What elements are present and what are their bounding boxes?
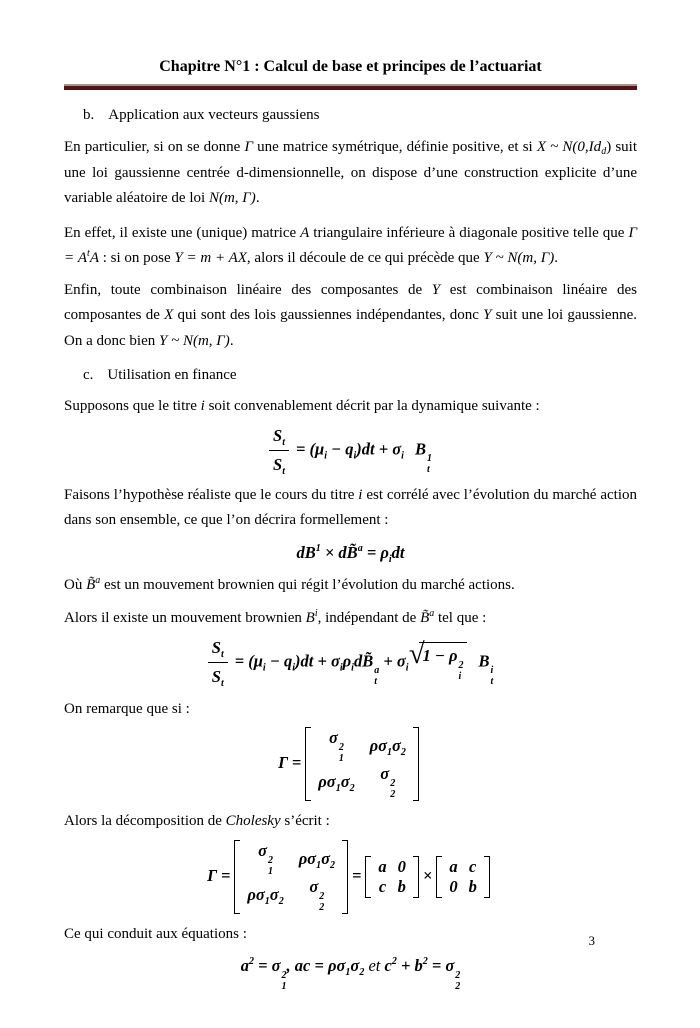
sup-sub-stack: i t: [490, 664, 494, 687]
fraction: [208, 636, 228, 689]
paragraph-7: Alors il existe un mouvement brownien $B^i$, indépendant de B̃$^a$ tel que :: [64, 608, 487, 626]
paragraph-5: Faisons l’hypothèse réaliste que le cours du titre i est corrélé avec l’évolution du marché action dans son ensemble, ce que l’on décrira formellement :: [64, 486, 637, 528]
sup-sub-stack: 2 1: [281, 970, 287, 992]
matrix-lower-triangular: a 0 c b: [365, 856, 419, 898]
heading-b: [83, 105, 637, 125]
heading-c-marker: c.: [83, 367, 94, 383]
matrix-upper-triangular: a c 0 b: [436, 856, 490, 898]
square-root: [408, 638, 468, 682]
header-rule: [64, 84, 637, 90]
bracket-right: [413, 856, 419, 898]
bracket-left: [234, 840, 240, 914]
radical-sign: √: [408, 638, 425, 670]
formula-decomposed-dynamics: $\frac{S_t}{S_t}$ = $(\mu_i - q_i)dt$ + $\sigma_i\rho_idB̃$ a t + $\sigma_i$ √ 1 − ρ 2 i B i t: [64, 636, 637, 689]
formula-equations: $a^2 = \sigma$ 2 1 , ac = $\rho\sigma_1\sigma_2$ et $c^2 + b^2 = \sigma$ 2 2: [240, 956, 461, 992]
paragraph-6: Où B̃$^a$ est un mouvement brownien qui régit l’évolution du marché actions.: [64, 574, 515, 593]
heading-b-marker: b.: [83, 107, 95, 123]
header-rule-dark: [64, 86, 637, 90]
formula-brownian-correlation: $dB^1$ × dB̃$^a$ = $\rho_idt$: [296, 542, 405, 565]
paragraph-10: Ce qui conduit aux équations :: [64, 925, 247, 942]
formula-cholesky: Γ = σ 2 1 $\rho\sigma_1\sigma_2$ $\rho\sigma_1\sigma_2$ σ 2 2 = a 0 c b × a c 0 b: [64, 840, 637, 914]
matrix-gamma: σ 2 1 $\rho\sigma_1\sigma_2$ $\rho\sigma_1\sigma_2$ σ 2 2: [305, 727, 419, 801]
page-title: Chapitre N°1 : Calcul de base et principes de l’actuariat: [159, 58, 542, 75]
paragraph-2: En effet, il existe une (unique) matrice A triangulaire inférieure à diagonale positive telle que $\Gamma = A^tA$ : si on pose Y = m + AX, alors il découle de ce qui précède que Y ~ N(m, Γ).: [64, 224, 637, 266]
bracket-left: [365, 856, 371, 898]
heading-c: [83, 365, 637, 385]
paragraph-8: On remarque que si :: [64, 700, 190, 717]
heading-c-label: Utilisation en finance: [107, 367, 237, 383]
fraction-numerator: $S_t$: [208, 636, 228, 663]
fraction-denominator: $S_t$: [273, 454, 285, 477]
sup-sub-stack: 1 t: [426, 452, 432, 475]
paragraph-4: Supposons que le titre i soit convenablement décrit par la dynamique suivante :: [64, 398, 540, 414]
sup-sub-stack: 2 2: [455, 970, 461, 992]
bracket-right: [484, 856, 490, 898]
fraction-numerator: $S_t$: [269, 424, 289, 451]
page-content: [0, 57, 700, 992]
page-number: 3: [588, 933, 595, 948]
paragraph-3: Enfin, toute combinaison linéaire des composantes de Y est combinaison linéaire des composantes de X qui sont des lois gaussiennes indépendantes, donc Y suit une loi gaussienne. On a donc bien Y ~ N(m, Γ).: [64, 281, 637, 349]
bracket-right: [342, 840, 348, 914]
matrix-gamma: σ 2 1 $\rho\sigma_1\sigma_2$ $\rho\sigma_1\sigma_2$ σ 2 2: [234, 840, 348, 914]
radicand: 1 − ρ 2 i: [419, 642, 467, 682]
fraction-denominator: $S_t$: [211, 666, 224, 689]
sup-sub-stack: 2 i: [458, 660, 464, 682]
sup-sub-stack: a t: [374, 664, 380, 687]
heading-b-label: Application aux vecteurs gaussiens: [108, 107, 320, 123]
fraction: [269, 424, 289, 477]
bracket-left: [436, 856, 442, 898]
formula-gamma-matrix: Γ = σ 2 1 $\rho\sigma_1\sigma_2$ $\rho\sigma_1\sigma_2$ σ 2 2: [64, 727, 637, 801]
formula-stock-dynamics: $\frac{S_t}{S_t}$ = $(\mu_i - q_i)dt + \sigma_i$ B 1 t: [64, 424, 637, 477]
bracket-right: [413, 727, 419, 801]
bracket-left: [305, 727, 311, 801]
paragraph-9: Alors la décomposition de Cholesky s’écrit :: [64, 813, 330, 829]
paragraph-1: En particulier, si on se donne Γ une matrice symétrique, définie positive, et si X ~ $N(0,Id_d)$ suit une loi gaussienne centrée d-dimensionnelle, on dispose d’une construction explicite d’une variable aléatoire de loi N(m, Γ).: [64, 139, 637, 206]
